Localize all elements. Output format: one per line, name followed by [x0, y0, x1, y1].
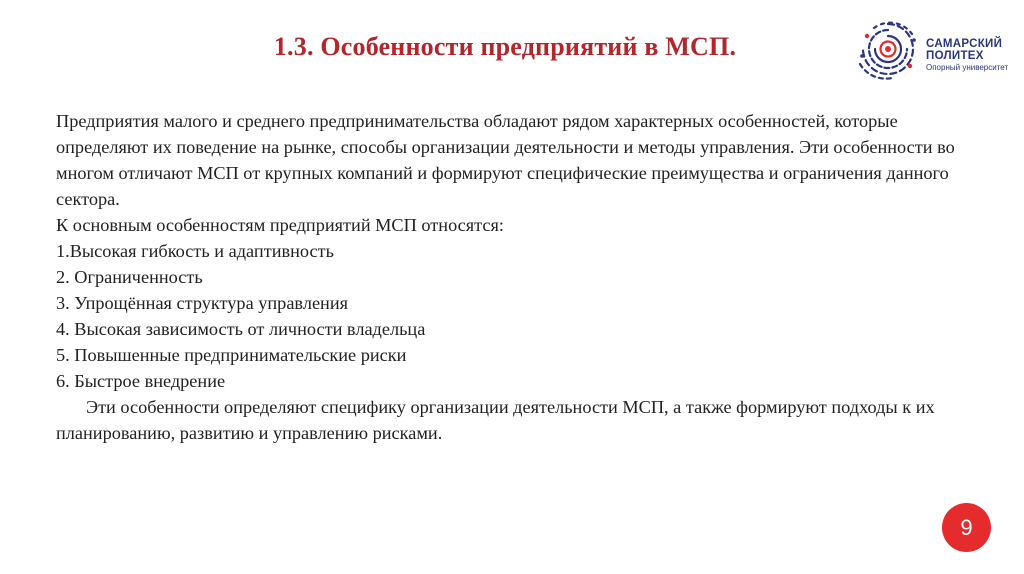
list-intro: К основным особенностям предприятий МСП относятся:	[56, 215, 504, 235]
list-item: 1.Высокая гибкость и адаптивность	[56, 241, 334, 261]
slide-body	[56, 108, 976, 446]
university-logo	[852, 14, 1012, 84]
list-item: 5. Повышенные предпринимательские риски	[56, 345, 407, 365]
logo-name-line-2: ПОЛИТЕХ	[926, 50, 984, 62]
list-item: 6. Быстрое внедрение	[56, 371, 226, 391]
intro-paragraph: Предприятия малого и среднего предпринимательства обладают рядом характерных особенностей, которые определяют их поведение на рынке, способы организации деятельности и методы управления. Эти особенности во многом отличают МСП от крупных компаний и формируют специфические преимущества и ограничения данного сектора.	[56, 111, 955, 209]
page-number-badge: 9	[942, 503, 991, 552]
logo-name-line-1: САМАРСКИЙ	[926, 38, 1003, 50]
list-item: 4. Высокая зависимость от личности владельца	[56, 319, 426, 339]
slide-title: 1.3. Особенности предприятий в МСП.	[273, 32, 737, 61]
list-item: 2. Ограниченность	[56, 267, 203, 287]
list-item: 3. Упрощённая структура управления	[56, 293, 349, 313]
concentric-circles-logo-icon	[852, 14, 924, 84]
logo-tagline: Опорный университет	[926, 63, 1009, 72]
conclusion-paragraph: Эти особенности определяют специфику организации деятельности МСП, а также формируют подходы к их планированию, развитию и управлению рисками.	[56, 397, 935, 443]
